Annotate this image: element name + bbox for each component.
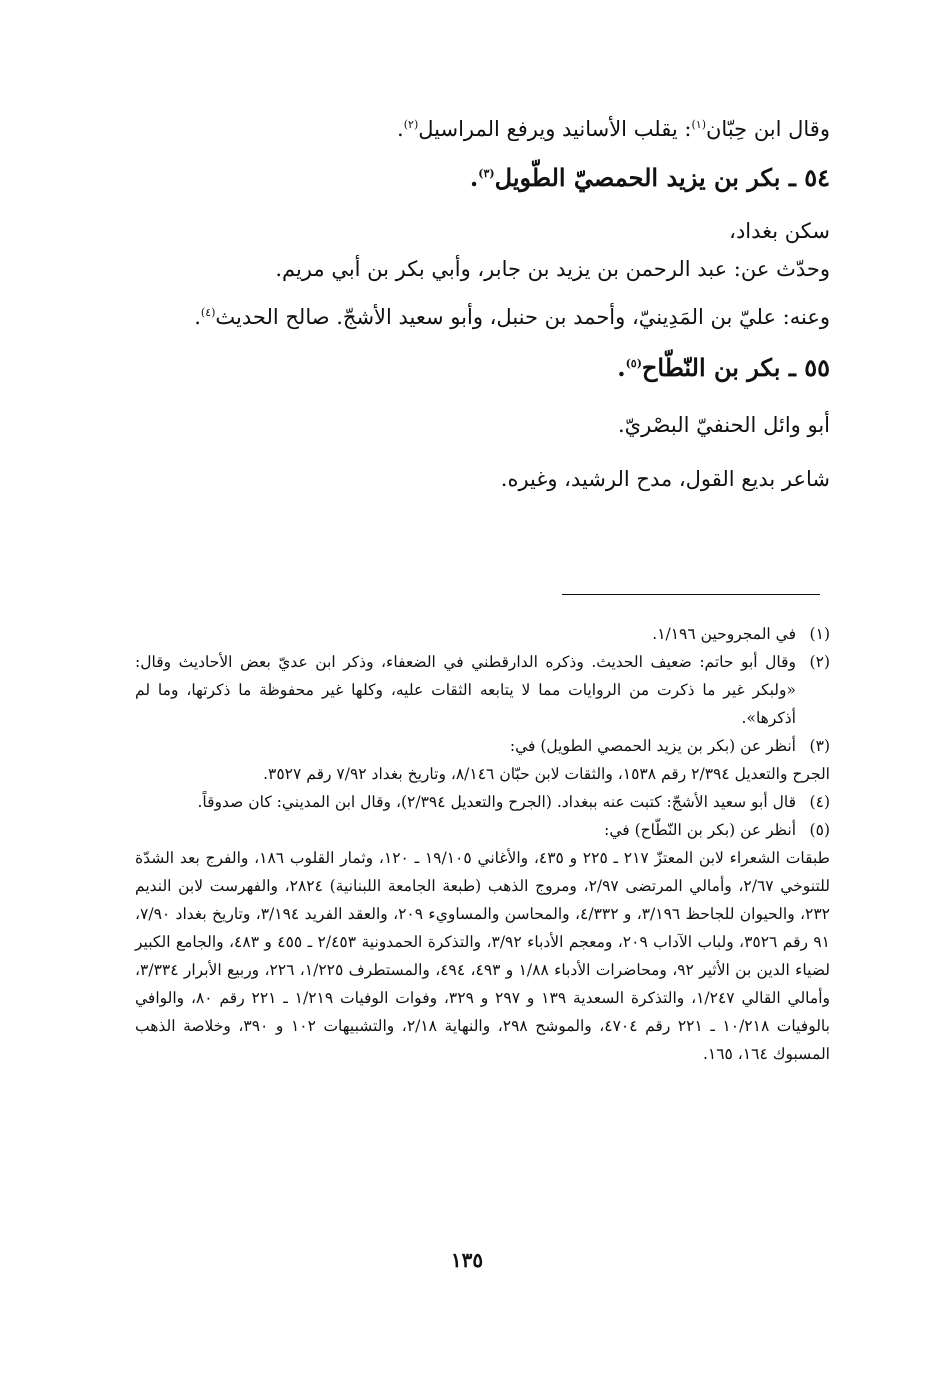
entry-54-residence: سكن بغداد،	[729, 219, 830, 243]
footnote-number: (٢)	[809, 653, 830, 671]
footnote-separator	[562, 594, 820, 595]
footnote-number: (٣)	[809, 737, 830, 755]
footnote-ref: (٥)	[625, 357, 642, 370]
footnote-2	[135, 648, 830, 732]
entry-title-end: .	[617, 353, 626, 382]
footnote-5	[135, 816, 830, 844]
footnote-text: وقال أبو حاتم: ضعيف الحديث. وذكره الدارقطني في الضعفاء، وذكر ابن عديّ بعض الأحاديث وقال: «ولبكر غير ما ذكرت من الروايات مما لا يتابعه الثقات عليه، وكلها غير محفوظة ما ذكرتها، وما لم أذكرها».	[135, 653, 796, 727]
footnote-3-references: الجرح والتعديل ٢/٣٩٤ رقم ١٥٣٨، والثقات لابن حبّان ٨/١٤٦، وتاريخ بغداد ٧/٩٢ رقم ٣٥٢٧.	[263, 765, 830, 783]
footnote-1	[135, 620, 830, 648]
entry-55-heading	[135, 346, 830, 390]
quote-lead: وقال ابن حِبّان	[706, 117, 830, 141]
footnote-number: (٤)	[809, 793, 830, 811]
main-text	[135, 110, 830, 498]
entry-title: ٥٤ ـ بكر بن يزيد الحمصيّ الطّويل	[494, 163, 830, 192]
footnote-number: (١)	[809, 625, 830, 643]
footnote-text: قال أبو سعيد الأشجّ: كتبت عنه ببغداد. (الجرح والتعديل ٢/٣٩٤)، وقال ابن المديني: كان صدوقاً.	[197, 793, 796, 811]
entry-54-narrators	[135, 296, 830, 338]
footnotes	[135, 620, 830, 1068]
entry-title: ٥٥ ـ بكر بن النّطّاح	[641, 353, 830, 382]
footnote-ref: (٤)	[200, 306, 216, 319]
quote-text: : يقلب الأسانيد ويرفع المراسيل	[418, 117, 692, 141]
page-number: ١٣٥	[450, 1248, 484, 1272]
entry-55-description: شاعر بديع القول، مدح الرشيد، وغيره.	[500, 467, 830, 491]
entry-54-heading	[135, 156, 830, 200]
quote-end: .	[397, 117, 404, 141]
footnote-text: في المجروحين ١/١٩٦.	[652, 625, 796, 643]
footnote-5-references: طبقات الشعراء لابن المعتزّ ٢١٧ ـ ٢٢٥ و ٤٣٥، والأغاني ١٩/١٠٥ ـ ١٢٠، وثمار القلوب ١٨٦، والفرج بعد الشدّة للتنوخي ٢/٦٧، وأمالي المرتضى ٢/٩٧، ومروج الذهب (طبعة الجامعة اللبنانية) ٢٨٢٤، والفهرست لابن النديم ٢٣٢، والحيوان للجاحظ ٣/١٩٦، و ٤/٣٣٢، والمحاسن والمساويء ٢٠٩، والعقد الفريد ٣/١٩٤، وتاريخ بغداد ٧/٩٠، ٩١ رقم ٣٥٢٦، ولباب الآداب ٢٠٩، ومعجم الأدباء ٣/٩٢، والتذكرة الحمدونية ٢/٤٥٣ ـ ٤٥٥ و ٤٨٣، والجامع الكبير لضياء الدين بن الأثير ٩٢، ومحاضرات الأدباء ١/٨٨ و ٤٩٣، ٤٩٤، والمستطرف ١/٢٢٥، ٢٢٦، وربيع الأبرار ٣/٣٣٤، وأمالي القالي ١/٢٤٧، والتذكرة السعدية ١٣٩ و ٢٩٧ و ٣٢٩، وفوات الوفيات ١/٢١٩ ـ ٢٢١ رقم ٨٠، والوافي بالوفيات ١٠/٢١٨ ـ ٢٢١ رقم ٤٧٠٤، والموشح ٢٩٨، والنهاية ٢/١٨، والتشبيهات ١٠٢ و ٣٩٠، وخلاصة الذهب المسبوك ١٦٤، ١٦٥.	[135, 849, 831, 1063]
ibn-hibban-quote	[135, 110, 830, 148]
entry-54-narrated-from: وحدّث عن: عبد الرحمن بن يزيد بن جابر، وأبي بكر بن أبي مريم.	[275, 257, 830, 281]
footnote-ref: (١)	[691, 118, 706, 131]
footnote-ref: (٣)	[478, 167, 495, 180]
entry-55-kunya: أبو وائل الحنفيّ البصْريّ.	[617, 413, 830, 437]
footnote-4	[135, 788, 830, 816]
narrators-text: وعنه: عليّ بن المَدِينيّ، وأحمد بن حنبل، وأبو سعيد الأشجّ. صالح الحديث	[215, 305, 830, 329]
footnote-ref: (٢)	[403, 118, 419, 131]
footnote-text: أنظر عن (بكر بن النّطّاح) في:	[604, 821, 796, 839]
footnote-3	[135, 732, 830, 760]
footnote-text: أنظر عن (بكر بن يزيد الحمصي الطويل) في:	[509, 737, 796, 755]
entry-title-end: .	[469, 163, 479, 192]
footnote-number: (٥)	[809, 821, 830, 839]
narrators-end: .	[194, 305, 201, 329]
